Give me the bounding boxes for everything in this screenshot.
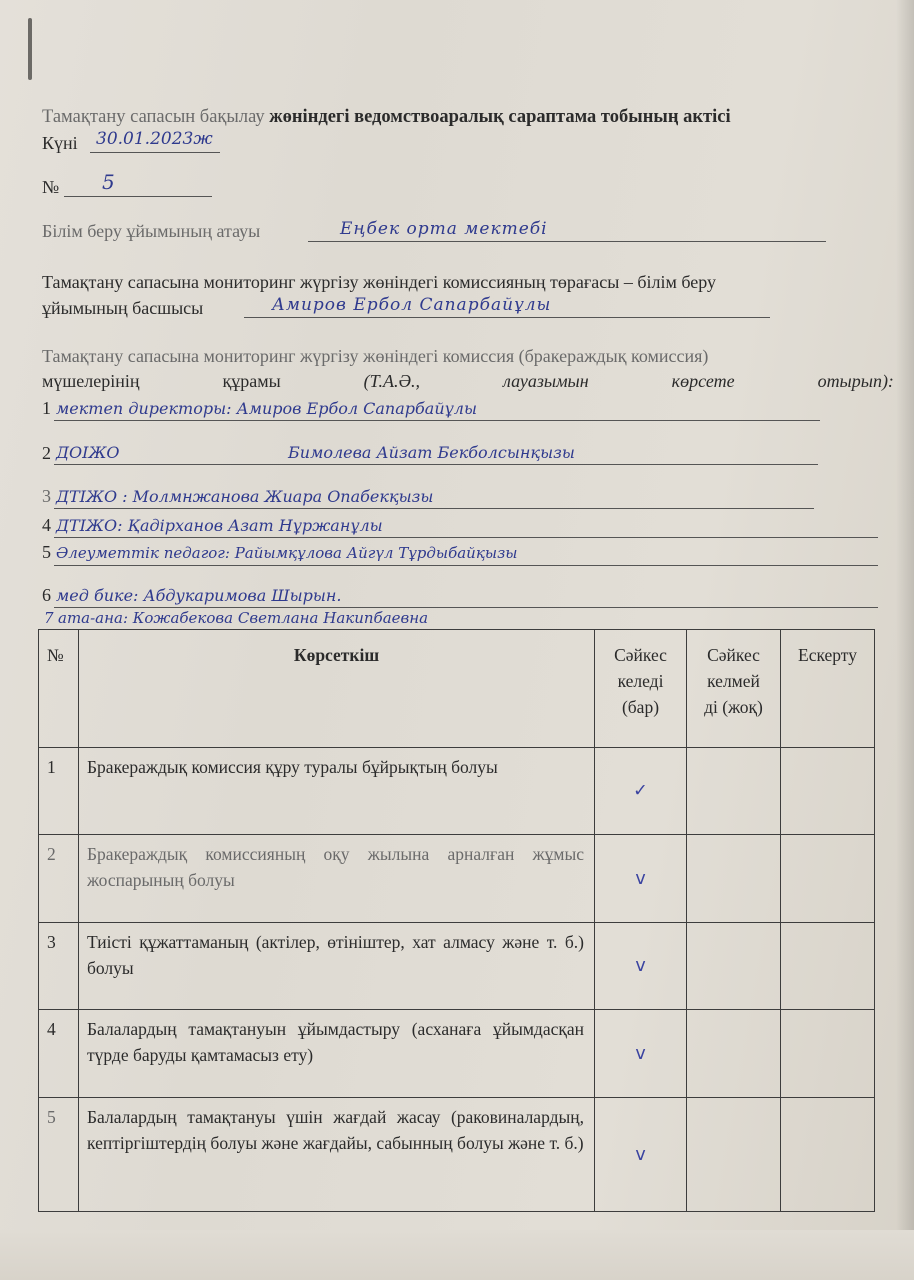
col-header-number: №: [39, 630, 79, 748]
row-yes-mark: v: [595, 923, 687, 1010]
row-number: 1: [39, 748, 79, 835]
member-number: 2: [42, 443, 51, 463]
row-indicator: Тиісті құжаттаманың (актілер, өтініштер, хат алмасу және т. б.) болуы: [79, 923, 595, 1010]
row-note-cell: [781, 748, 875, 835]
number-underline: [64, 196, 212, 197]
org-value: Еңбек орта мектебі: [340, 219, 548, 239]
table-row: [39, 1098, 875, 1212]
member-underline: [54, 464, 818, 465]
row-indicator: Бракераждық комиссия құру туралы бұйрықтың болуы: [79, 748, 595, 835]
row-number: 4: [39, 1010, 79, 1098]
row-note-cell: [781, 923, 875, 1010]
member-value: Әлеуметтік педагог: Райымқұлова Айгүл Тұрдыбайқызы: [56, 544, 518, 562]
row-indicator: Бракераждық комиссияның оқу жылына арналған жұмыс жоспарының болуы: [79, 835, 595, 923]
date-value: 30.01.2023ж: [96, 129, 213, 149]
table-row: [39, 748, 875, 835]
row-no-cell: [687, 1010, 781, 1098]
member-value-name: Бимолева Айзат Бекболсынқызы: [288, 443, 575, 462]
document-title: Тамақтану сапасын бақылау жөніндегі ведомствоаралық сараптама тобының актісі: [42, 107, 731, 127]
col-header-indicator: Көрсеткіш: [79, 630, 595, 748]
member-value: мед бике: Абдукаримова Шырын.: [56, 586, 342, 605]
page-shadow: [896, 0, 914, 1280]
row-no-cell: [687, 1098, 781, 1212]
chairman-label: ұйымының басшысы: [42, 298, 204, 318]
row-no-cell: [687, 923, 781, 1010]
member-underline: [54, 420, 820, 421]
member-number: 1: [42, 398, 51, 418]
org-underline: [308, 241, 826, 242]
row-yes-mark: v: [595, 1010, 687, 1098]
member-number: 7: [44, 609, 54, 627]
table-row: [39, 923, 875, 1010]
row-note-cell: [781, 1098, 875, 1212]
member-number: 6: [42, 585, 51, 605]
row-note-cell: [781, 835, 875, 923]
row-indicator: Балалардың тамақтануы үшін жағдай жасау (раковиналардың, кептіргіштердің болуы және жағдайы, сабынның болуы және т. б.): [79, 1098, 595, 1212]
indicators-table: [38, 629, 875, 1212]
chairman-value: Амиров Ербол Сапарбайұлы: [272, 295, 552, 315]
row-note-cell: [781, 1010, 875, 1098]
chairman-line1: Тамақтану сапасына мониторинг жүргізу жөніндегі комиссияның төрағасы – білім беру: [42, 272, 717, 292]
table-row: [39, 1010, 875, 1098]
member-underline: [54, 565, 878, 566]
member-value: ДТІЖО : Молмнжанова Жиара Опабекқызы: [56, 487, 434, 506]
table-row: [39, 835, 875, 923]
org-label: Білім беру ұйымының атауы: [42, 221, 261, 241]
row-yes-mark: v: [595, 835, 687, 923]
row-number: 3: [39, 923, 79, 1010]
row-yes-mark: v: [595, 1098, 687, 1212]
member-underline: [54, 508, 814, 509]
col-header-note: Ескерту: [781, 630, 875, 748]
row-indicator: Балалардың тамақтануын ұйымдастыру (асханаға ұйымдасқан түрде баруды қамтамасыз ету): [79, 1010, 595, 1098]
member-value: ДОІЖО: [56, 443, 120, 462]
member-underline: [54, 537, 878, 538]
table-header-row: [39, 630, 875, 748]
binder-clip: [28, 18, 32, 80]
row-number: 2: [39, 835, 79, 923]
date-underline: [90, 152, 220, 153]
member-value: ата-ана: Кожабекова Светлана Накипбаевна: [58, 609, 429, 627]
col-header-yes: Сәйкес келеді (бар): [595, 630, 687, 748]
row-yes-mark: ✓: [595, 748, 687, 835]
member-number: 4: [42, 515, 51, 535]
number-value: 5: [102, 170, 115, 194]
row-no-cell: [687, 748, 781, 835]
row-number: 5: [39, 1098, 79, 1212]
members-line2: мүшелерінің құрамы (Т.А.Ә., лауазымын көрсете отырып):: [42, 371, 894, 391]
member-number: 5: [42, 542, 51, 562]
row-no-cell: [687, 835, 781, 923]
member-value: ДТІЖО: Қадірханов Азат Нұржанұлы: [56, 516, 383, 535]
member-value: мектеп директоры: Амиров Ербол Сапарбайұлы: [56, 399, 477, 418]
members-line1: Тамақтану сапасына мониторинг жүргізу жөніндегі комиссия (бракераждық комиссия): [42, 346, 709, 366]
member-number: 3: [42, 486, 51, 506]
number-label: №: [42, 177, 60, 197]
col-header-no: Сәйкес келмей ді (жоқ): [687, 630, 781, 748]
date-label: Күні: [42, 133, 78, 153]
chairman-underline: [244, 317, 770, 318]
page-bottom-edge: [0, 1230, 914, 1280]
